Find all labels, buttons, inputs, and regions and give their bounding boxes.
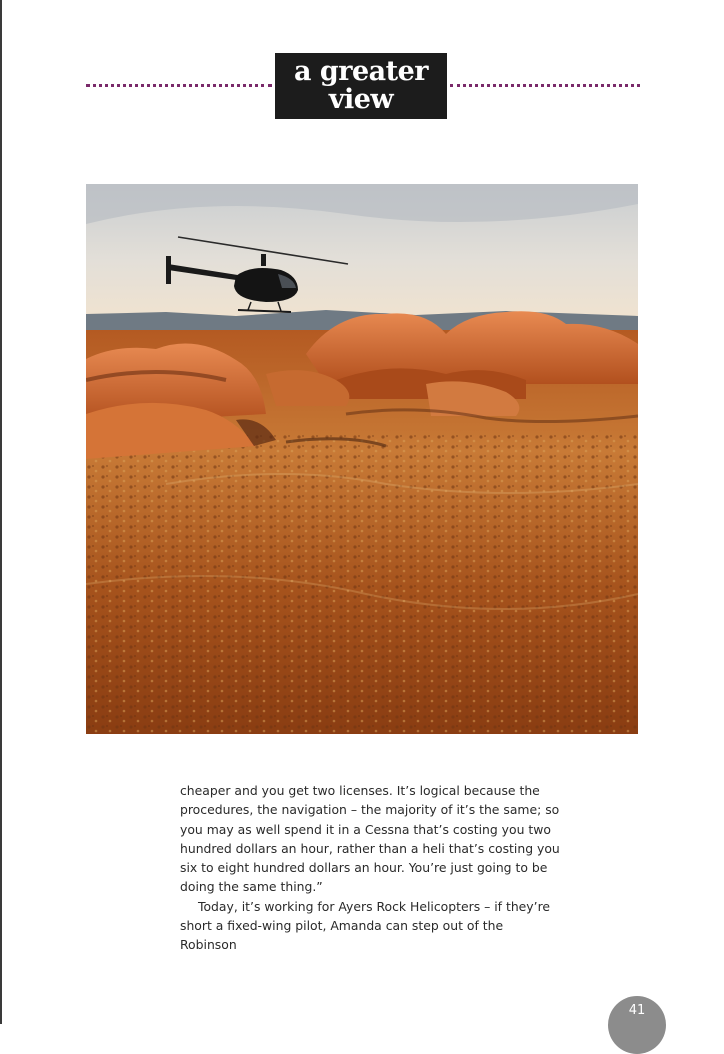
- page-number-badge: 41: [608, 996, 666, 1054]
- article-body: [180, 781, 560, 955]
- header-dotted-rule-right: [450, 84, 640, 87]
- article-paragraph: Today, it’s working for Ayers Rock Helicopters – if they’re short a fixed-wing pilot, Amanda can step out of the Robinson: [180, 898, 551, 953]
- article-paragraph: cheaper and you get two licenses. It’s logical because the procedures, the navigation – the majority of it’s the same; so you may as well spend it in a Cessna that’s costing you two hundred dollars an hour, rather than a heli that’s costing you six to eight hundred dollars an hour. You’re just going to be doing the same thing.”: [180, 783, 560, 895]
- section-title-line1: a greater: [293, 56, 429, 87]
- section-title-badge: [275, 53, 447, 119]
- header-dotted-rule-left: [86, 84, 272, 87]
- page-spine-edge: [0, 0, 2, 1024]
- section-title-line2: view: [328, 84, 394, 115]
- helicopter-over-kata-tjuta-photo: [86, 184, 638, 734]
